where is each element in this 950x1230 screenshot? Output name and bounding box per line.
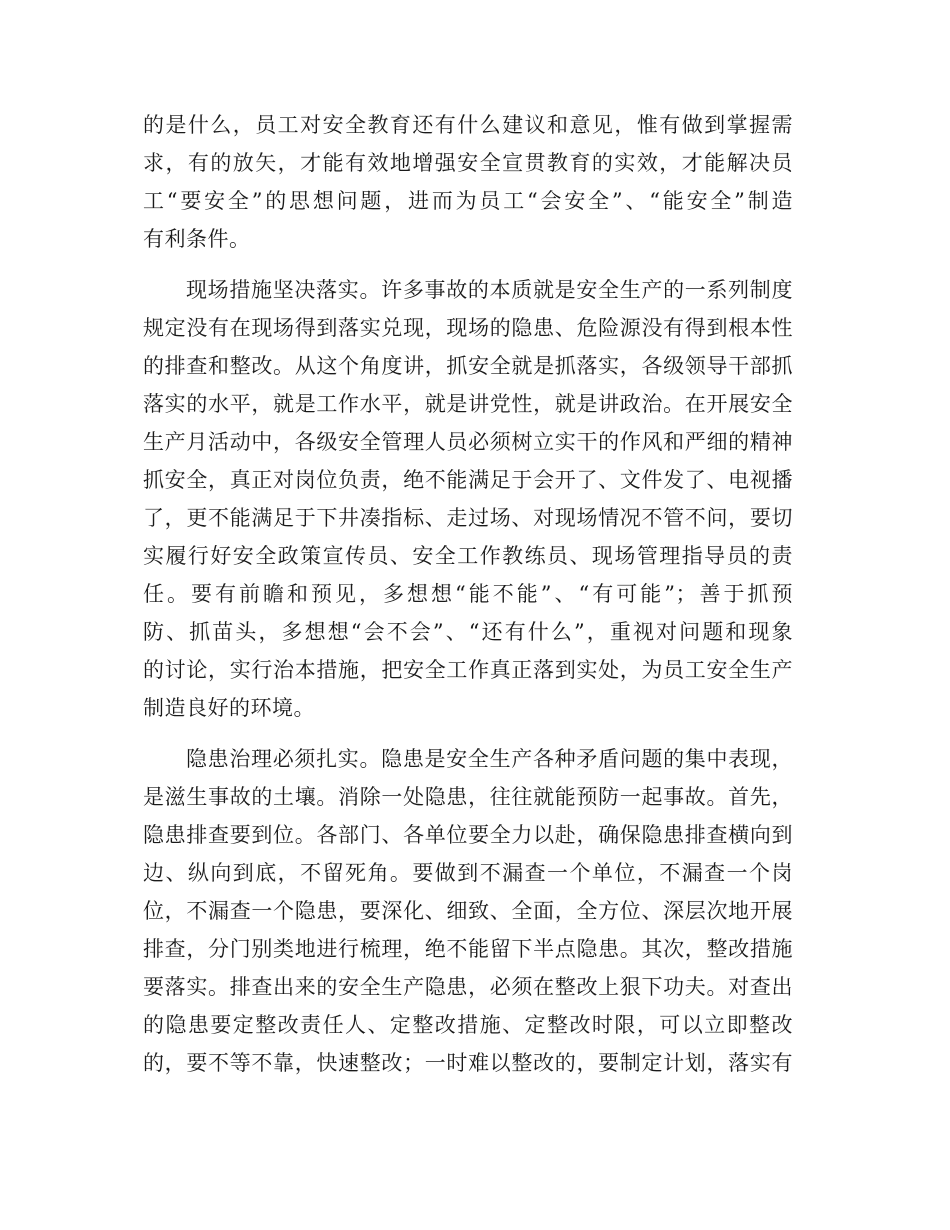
- text-line: 隐患排查要到位。各部门、各单位要全力以赴，确保隐患排查横向到: [143, 823, 793, 847]
- text-line: 抓安全，真正对岗位负责，绝不能满足于会开了、文件发了、电视播: [143, 468, 793, 492]
- text-line: 是滋生事故的土壤。消除一处隐患，往往就能预防一起事故。首先，: [143, 785, 793, 809]
- text-line: 的是什么，员工对安全教育还有什么建议和意见，惟有做到掌握需: [143, 113, 793, 137]
- text-line: 隐患治理必须扎实。隐患是安全生产各种矛盾问题的集中表现，: [186, 747, 793, 771]
- text-line: 现场措施坚决落实。许多事故的本质就是安全生产的一系列制度: [186, 278, 793, 302]
- text-line: 制造良好的环境。: [143, 696, 315, 720]
- text-line: 规定没有在现场得到落实兑现，现场的隐患、危险源没有得到根本性: [143, 316, 793, 340]
- text-line: 的，要不等不靠，快速整改；一时难以整改的，要制定计划，落实有: [143, 1051, 793, 1075]
- text-line: 落实的水平，就是工作水平，就是讲党性，就是讲政治。在开展安全: [143, 392, 793, 416]
- text-line: 的隐患要定整改责任人、定整改措施、定整改时限，可以立即整改: [143, 1013, 793, 1037]
- text-line: 有利条件。: [143, 227, 251, 251]
- text-line: 了，更不能满足于下井凑指标、走过场、对现场情况不管不问，要切: [143, 506, 793, 530]
- text-line: 防、抓苗头，多想想“会不会”、“还有什么”，重视对问题和现象: [143, 620, 793, 644]
- text-line: 位，不漏查一个隐患，要深化、细致、全面，全方位、深层次地开展: [143, 899, 793, 923]
- text-line: 实履行好安全政策宣传员、安全工作教练员、现场管理指导员的责: [143, 544, 793, 568]
- text-line: 边、纵向到底，不留死角。要做到不漏查一个单位，不漏查一个岗: [143, 861, 793, 885]
- text-line: 生产月活动中，各级安全管理人员必须树立实干的作风和严细的精神: [143, 430, 793, 454]
- text-line: 要落实。排查出来的安全生产隐患，必须在整改上狠下功夫。对查出: [143, 975, 793, 999]
- text-line: 求，有的放矢，才能有效地增强安全宣贯教育的实效，才能解决员: [143, 151, 793, 175]
- text-line: 排查，分门别类地进行梳理，绝不能留下半点隐患。其次，整改措施: [143, 937, 793, 961]
- text-line: 任。要有前瞻和预见，多想想“能不能”、“有可能”；善于抓预: [143, 582, 793, 606]
- text-line: 工“要安全”的思想问题，进而为员工“会安全”、“能安全”制造: [143, 189, 793, 213]
- text-line: 的讨论，实行治本措施，把安全工作真正落到实处，为员工安全生产: [143, 658, 793, 682]
- text-line: 的排查和整改。从这个角度讲，抓安全就是抓落实，各级领导干部抓: [143, 354, 793, 378]
